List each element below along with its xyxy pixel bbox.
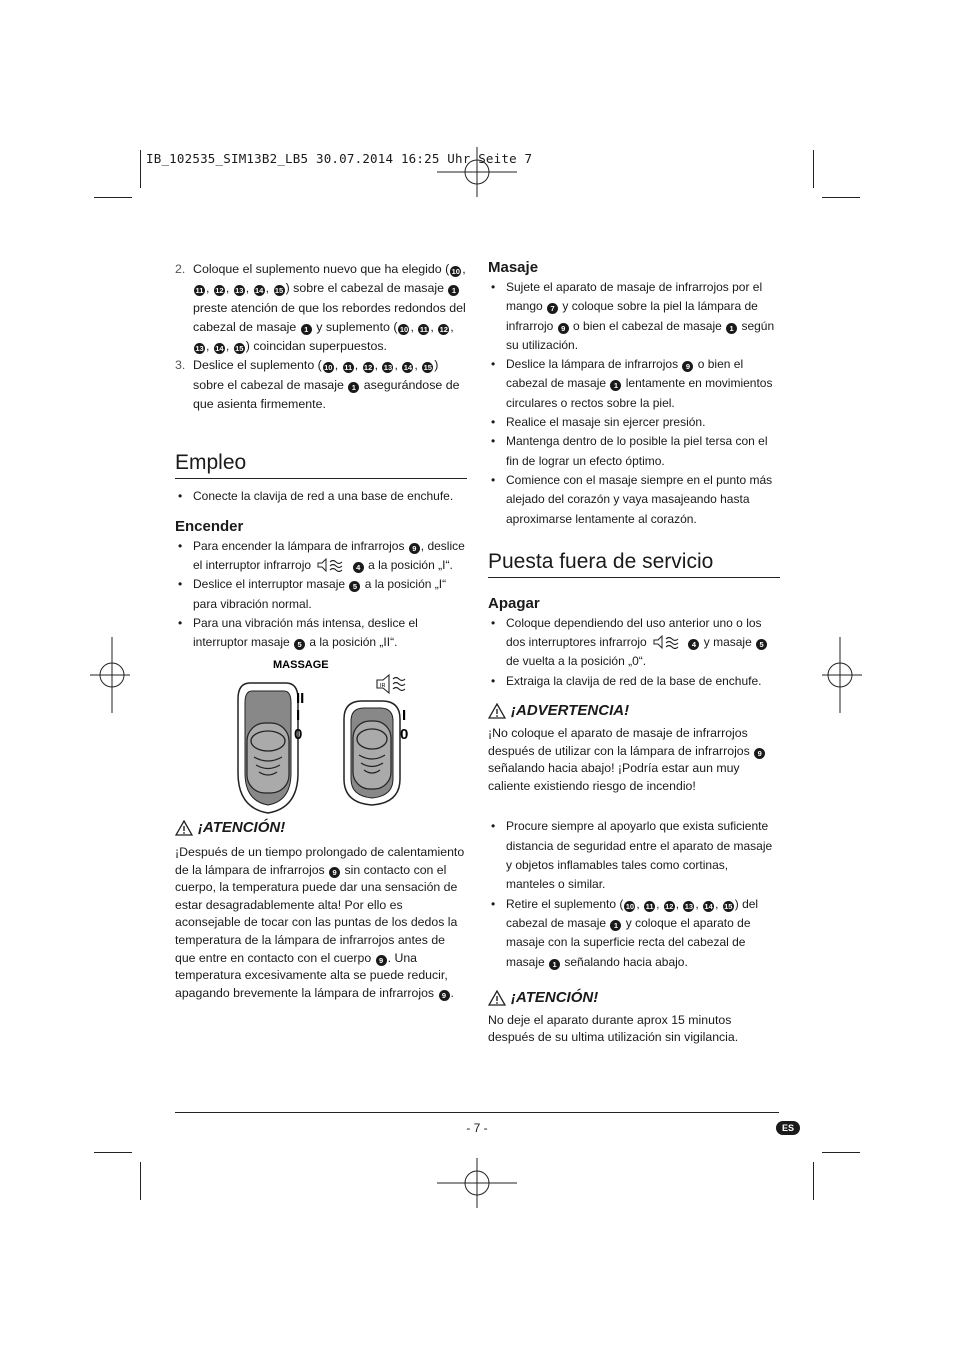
list-item-text: Coloque dependiendo del uso anterior uno o los dos interruptores infrarrojo 4 y masaje 5 de vuelta a la posición „0“.	[506, 616, 768, 669]
warning-box-atencion	[175, 818, 467, 1002]
callout-number: 9	[376, 955, 387, 966]
callout-number: 10	[324, 363, 333, 373]
right-column	[488, 258, 780, 1047]
callout-number: 11	[195, 286, 204, 296]
list-item	[488, 471, 780, 529]
callout-number: 1	[549, 959, 560, 970]
step-text: Deslice el suplemento ( 10 , 11 , 12 , 13 , 14 , 15 ) sobre el cabezal de masaje 1 asegurándose de que asienta firmemente.	[193, 358, 460, 412]
section-title-empleo: Empleo	[175, 450, 467, 479]
advertencia-text-content: ¡No coloque el aparato de masaje de infrarrojos después de utilizar con la lámpara de infrarrojos 9 señalando hacia abajo! ¡Podría estar aun muy caliente existiendo riesgo de incendio!	[488, 726, 766, 793]
ir-mark-0: 0	[400, 726, 409, 743]
empleo-list	[175, 487, 467, 506]
callout-number: 5	[294, 639, 305, 650]
callout-number: 1	[610, 920, 621, 931]
language-badge: ES	[776, 1121, 800, 1135]
warning-title	[175, 818, 467, 838]
list-item	[488, 432, 780, 471]
list-item	[488, 672, 780, 691]
warning-title-advertencia	[488, 701, 780, 721]
crop-mark	[140, 150, 141, 188]
callout-number: 9	[329, 867, 340, 878]
callout-number: 11	[419, 324, 428, 334]
list-item	[175, 537, 467, 576]
warning-title-text: ¡ATENCIÓN!	[511, 988, 599, 1006]
list-item	[488, 278, 780, 355]
list-item-text: Retire el suplemento ( 10 , 11 , 12 , 13 , 14 , 15 ) del cabezal de masaje 1 y coloque el aparato de masaje con la superficie recta del cabezal de masaje 1 señalando hacia abajo.	[506, 896, 759, 969]
masaje-list	[488, 278, 780, 529]
list-item	[488, 355, 780, 413]
list-item-text: Extraiga la clavija de red de la base de enchufe.	[506, 673, 762, 688]
print-slug: IB_102535_SIM13B2_LB5 30.07.2014 16:25 Uhr Seite 7	[146, 151, 533, 166]
callout-number: 9	[439, 990, 450, 1001]
registration-mark-left	[90, 637, 130, 713]
callout-number: 4	[353, 562, 364, 573]
list-item-text: Sujete el aparato de masaje de infrarrojos por el mango 7 y coloque sobre la piel la lámpara de infrarrojo 9 o bien el cabezal de masaje 1 según su utilización.	[506, 280, 775, 352]
step-item	[175, 356, 467, 414]
list-item	[175, 614, 467, 653]
callout-number: 1	[448, 285, 459, 296]
crop-mark	[813, 1162, 814, 1200]
warning-text	[175, 844, 467, 1002]
warning-title-atencion-2	[488, 988, 780, 1008]
callout-number: 14	[255, 286, 264, 296]
list-item-text: Procure siempre al apoyarlo que exista suficiente distancia de seguridad entre el aparato de masaje y objetos inflamables tales como cortinas, manteles o similar.	[506, 819, 773, 892]
callout-number: 14	[403, 363, 413, 373]
ir-mark-i: I	[402, 707, 407, 724]
callout-number: 15	[235, 344, 244, 354]
warning-text-content: ¡Después de un tiempo prolongado de calentamiento de la lámpara de infrarrojos 9 sin contacto con el cuerpo, la temperatura puede dar una sensación de estar desagradablemente alta! Por ello es aconsejable de tocar con las puntas de los dedos la temperatura de la lámpara de infrarrojos antes de que entre en contacto con el cuerpo 9 . Una temperatura excesivamente alta se puede reducir, apagando brevemente la lámpara de infrarrojos 9 .	[175, 845, 465, 1000]
massage-mark-ii: II	[296, 690, 305, 707]
subsection-title-apagar: Apagar	[488, 594, 540, 612]
step-number: 2.	[175, 262, 186, 276]
subsection-title-encender: Encender	[175, 517, 244, 535]
step-item	[175, 260, 467, 356]
crop-mark	[140, 1162, 141, 1200]
list-item	[488, 817, 780, 894]
apagar-list	[488, 614, 780, 691]
list-item	[488, 895, 780, 972]
callout-number: 12	[215, 286, 224, 296]
callout-number: 5	[756, 639, 767, 650]
section-title-puesta-fuera: Puesta fuera de servicio	[488, 549, 780, 578]
list-item	[175, 575, 467, 614]
footer-rule	[175, 1112, 779, 1113]
registration-mark-bottom	[437, 1158, 517, 1208]
callout-number: 12	[363, 363, 373, 373]
switch-illustration	[230, 653, 430, 823]
callout-number: 14	[215, 344, 224, 354]
list-item: • Conecte la clavija de red a una base de enchufe.	[175, 487, 467, 506]
callout-number: 15	[274, 286, 284, 296]
callout-number: 12	[665, 901, 674, 911]
list-item-text: Mantenga dentro de lo posible la piel tersa con el fin de lograr un efecto óptimo.	[506, 434, 768, 468]
callout-number: 9	[754, 748, 765, 759]
callout-number: 13	[235, 286, 244, 296]
crop-mark	[94, 197, 132, 198]
callout-number: 13	[383, 363, 393, 373]
svg-text:IR: IR	[380, 683, 386, 689]
list-item-text: Para encender la lámpara de infrarrojos 9 , deslice el interruptor infrarrojo 4 a la posición „I“.	[193, 538, 465, 572]
ir-heat-icon	[316, 558, 346, 572]
steps-list	[175, 260, 467, 414]
ir-heat-icon	[652, 635, 682, 649]
warning-triangle-icon	[488, 990, 506, 1006]
list-item-text: Realice el masaje sin ejercer presión.	[506, 415, 706, 430]
callout-number: 4	[688, 639, 699, 650]
callout-number: 9	[409, 543, 420, 554]
callout-number: 15	[423, 363, 432, 373]
massage-mark-0: 0	[294, 726, 303, 743]
registration-mark-right	[822, 637, 862, 713]
callout-number: 11	[344, 363, 353, 373]
subsection-title-masaje: Masaje	[488, 259, 539, 276]
ir-switch-knob	[353, 721, 391, 789]
callout-number: 9	[682, 361, 693, 372]
left-column	[175, 260, 467, 652]
callout-number: 7	[547, 303, 558, 314]
list-item	[488, 614, 780, 672]
callout-number: 5	[349, 581, 360, 592]
list-item	[488, 413, 780, 432]
atencion-2-text: No deje el aparato durante aprox 15 minutos después de su ultima utilización sin vigilancia.	[488, 1012, 739, 1045]
callout-number: 1	[301, 324, 312, 335]
encender-list	[175, 537, 467, 653]
callout-number: 1	[348, 382, 359, 393]
step-text: Coloque el suplemento nuevo que ha elegido ( 10 , 11 , 12 , 13 , 14 , 15 ) sobre el cabezal de masaje 1 preste atención de que los rebordes redondos del cabezal de masaje 1 y suplemento ( 10 , 11 , 12 , 13 , 14 , 15 ) coincidan superpuestos.	[193, 262, 466, 354]
callout-number: 1	[610, 380, 621, 391]
warning-triangle-icon	[488, 703, 506, 719]
warning-title-text: ¡ADVERTENCIA!	[511, 702, 630, 720]
callout-number: 14	[704, 901, 713, 911]
safety-list	[488, 817, 780, 971]
list-item-text: Deslice el interruptor masaje 5 a la posición „I“ para vibración normal.	[193, 577, 447, 611]
callout-number: 10	[399, 324, 409, 334]
massage-mark-i: I	[296, 707, 301, 724]
massage-label: MASSAGE	[273, 659, 329, 671]
callout-number: 10	[625, 901, 635, 911]
massage-switch-knob	[247, 723, 289, 793]
advertencia-text	[488, 725, 780, 795]
callout-number: 13	[684, 901, 694, 911]
callout-number: 11	[645, 901, 654, 911]
page-number: - 7 -	[466, 1121, 488, 1135]
warning-title-text: ¡ATENCIÓN!	[198, 819, 286, 836]
callout-number: 1	[726, 323, 737, 334]
list-item-text: Para una vibración más intensa, deslice el interruptor masaje 5 a la posición „II“.	[193, 615, 418, 650]
crop-mark	[813, 150, 814, 188]
crop-mark	[822, 197, 860, 198]
crop-mark	[94, 1152, 132, 1153]
list-item-text: Deslice la lámpara de infrarrojos 9 o bien el cabezal de masaje 1 lentamente en movimientos circulares o rectos sobre la piel.	[506, 357, 773, 410]
callout-number: 12	[439, 324, 448, 334]
list-item-text: Comience con el masaje siempre en el punto más alejado del corazón y vaya masajeando hasta aproximarse lentamente al corazón.	[506, 472, 773, 526]
callout-number: 15	[724, 901, 733, 911]
ir-heat-icon	[377, 675, 405, 693]
callout-number: 9	[558, 323, 569, 334]
step-number: 3.	[175, 358, 186, 373]
callout-number: 13	[195, 344, 204, 354]
crop-mark	[822, 1152, 860, 1153]
warning-triangle-icon	[175, 820, 193, 836]
callout-number: 10	[451, 267, 460, 276]
